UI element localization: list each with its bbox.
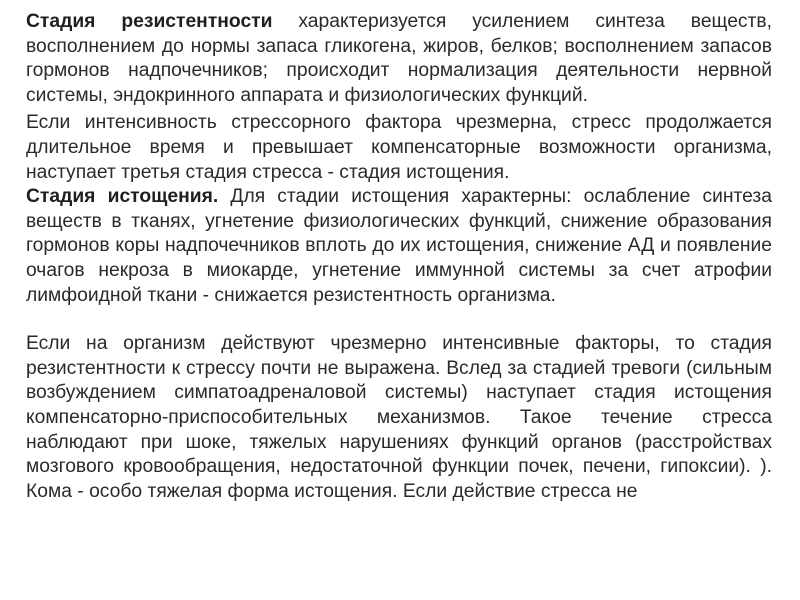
paragraph-text: характеризуется усилением синтеза веществ, восполнением до нормы запаса гликогена, жиров, белков; восполнением запасов гормонов надпочечников; происходит нормализация деятельности нервной системы, эндокринного аппарата и физиологических функций. [26,11,772,106]
slide-text-body [26,10,772,504]
paragraph-exhaustion-stage [26,185,772,308]
paragraph-intense-factors [26,332,772,504]
paragraph-third-stage-intro [26,111,772,185]
paragraph-text: Если на организм действуют чрезмерно интенсивные факторы, то стадия резистентности к стрессу почти не выражена. Вслед за стадией тревоги (сильным возбуждением симпатоадреналовой системы) наступает стадия истощения компенсаторно-приспособительных механизмов. Такое течение стресса наблюдают при шоке, тяжелых нарушениях функций органов (расстройствах мозгового кровообращения, недостаточной функции почек, печени, гипоксии). ). Кома - особо тяжелая форма истощения. Если действие стресса не [26,333,772,502]
paragraph-resistance-stage [26,10,772,108]
paragraph-text: Для стадии истощения характерны: ослабление синтеза веществ в тканях, угнетение физиологических функций, снижение образования гормонов коры надпочечников вплоть до их истощения, снижение АД и появление очагов некроза в миокарде, угнетение иммунной системы за счет атрофии лимфоидной ткани - снижается резистентность организма. [26,186,772,306]
term-resistance-stage: Стадия резистентности [26,11,273,32]
term-exhaustion-stage: Стадия истощения. [26,186,219,208]
paragraph-text: Если интенсивность стрессорного фактора чрезмерна, стресс продолжается длительное время и превышает компенсаторные возможности организма, наступает третья стадия стресса - стадия истощения. [26,112,772,183]
